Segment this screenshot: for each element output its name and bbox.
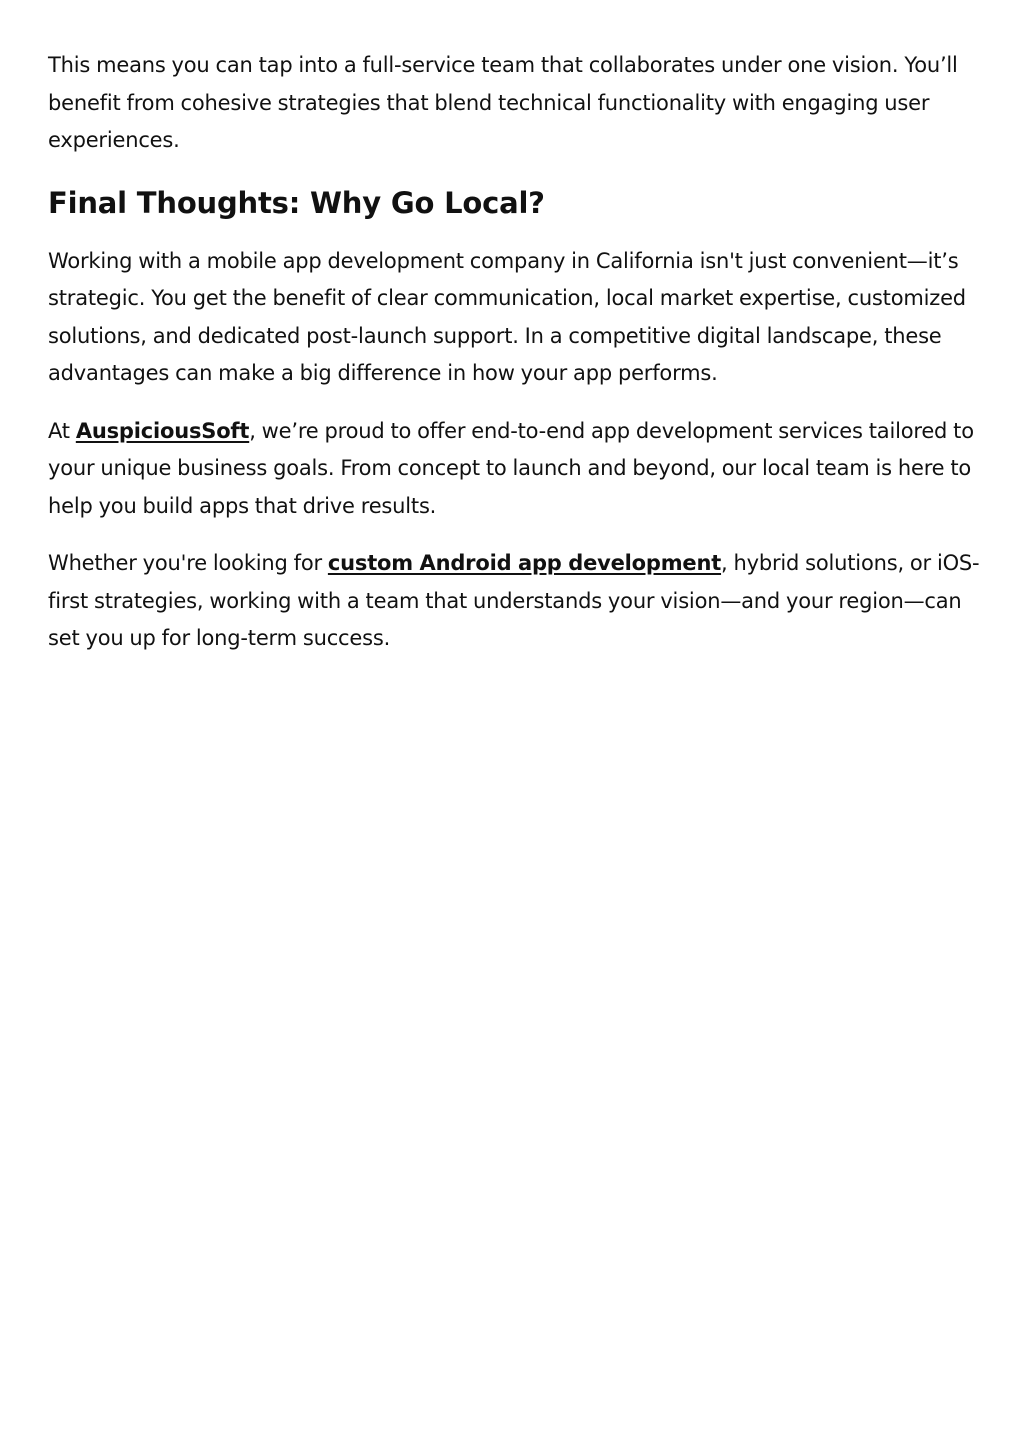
paragraph-why-local: Working with a mobile app development company in California isn't just convenient—it’s strategic. You get the benefit of clear communication, local market expertise, customized solutions, and dedicated post-launch support. In a competitive digital landscape, these advantages can make a big difference in how your app performs. <box>48 248 966 385</box>
paragraph-text-after-link: , we’re proud to offer end-to-end app development services tailored to your unique business goals. From concept to launch and beyond, our local team is here to help you build apps that drive results. <box>48 418 974 518</box>
article-body <box>48 47 983 658</box>
paragraph-auspicioussoft <box>48 413 983 526</box>
section-heading: Final Thoughts: Why Go Local? <box>48 185 545 220</box>
paragraph-text-before-link: At <box>48 418 76 443</box>
intro-paragraph: This means you can tap into a full-service team that collaborates under one vision. You’ll benefit from cohesive strategies that blend technical functionality with engaging user experiences. <box>48 53 958 152</box>
paragraph-text-after-link: , hybrid solutions, or iOS-first strategies, working with a team that understands your vision—and your region—can set you up for long-term success. <box>48 551 980 650</box>
paragraph-android-development <box>48 545 983 658</box>
paragraph-text-before-link: Whether you're looking for <box>48 551 328 575</box>
auspicioussoft-link[interactable]: AuspiciousSoft <box>75 418 250 443</box>
custom-android-app-development-link[interactable]: custom Android app development <box>327 551 722 575</box>
